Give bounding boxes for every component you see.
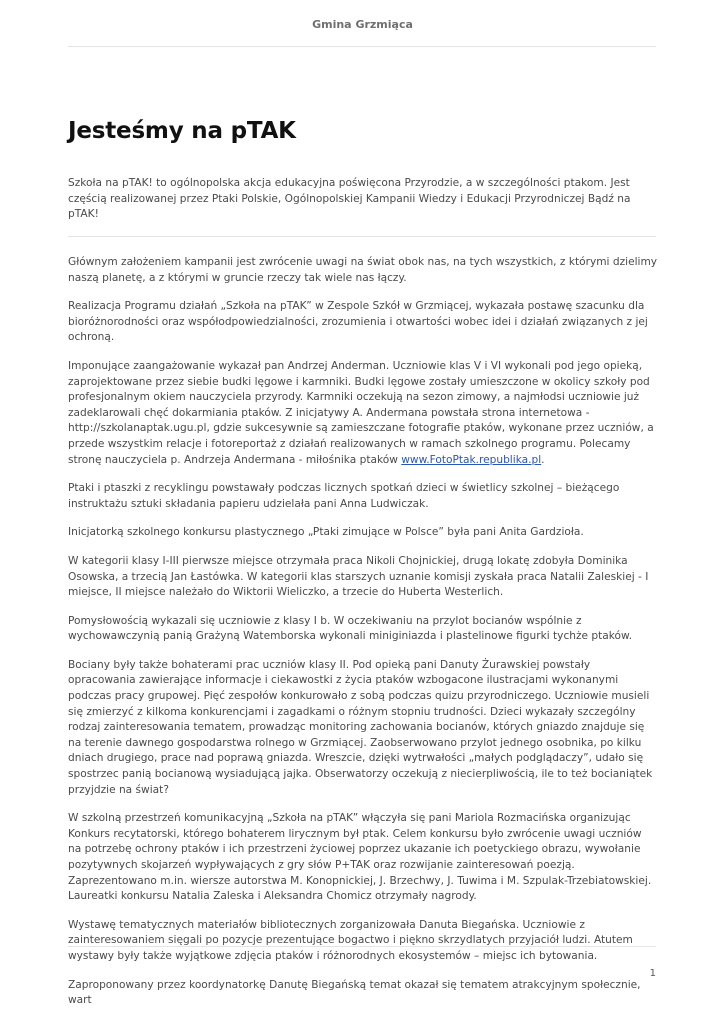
header-divider <box>68 46 656 47</box>
article-title: Jesteśmy na pTAK <box>68 118 296 144</box>
intro-divider <box>68 236 656 237</box>
paragraph: Realizacja Programu działań „Szkoła na pTAK” w Zespole Szkół w Grzmiącej, wykazała postawę szacunku dla bioróżnorodności oraz współodpowiedzialności, zrozumienia i otwartości wobec idei i działań związanych z jej ochroną. <box>68 300 648 344</box>
paragraph: Inicjatorką szkolnego konkursu plastycznego „Ptaki zimujące w Polsce” była pani Anita Gardzioła. <box>68 526 584 539</box>
paragraph: Zaproponowany przez koordynatorkę Danutę Biegańską temat okazał się tematem atrakcyjnym społecznie, wart <box>68 978 641 1007</box>
footer-divider <box>68 946 656 947</box>
paragraph: W kategorii klasy I-III pierwsze miejsce otrzymała praca Nikoli Chojnickiej, drugą lokatę zdobyła Dominika Osowska, a trzecią Jan Łastówka. W kategorii klas starszych uznanie komisji zyskała praca Natalii Zaleskiej - I miejsce, II miejsce należało do Wiktorii Wieliczko, a trzecie do Huberta Westerlich. <box>68 554 649 599</box>
paragraph <box>68 359 658 468</box>
paragraph: Pomysłowością wykazali się uczniowie z klasy I b. W oczekiwaniu na przylot bocianów wspólnie z wychowawczynią panią Grażyną Watemborska wykonali miniginiazda i plastelinowe figurki tychże ptaków. <box>68 614 633 643</box>
article-intro: Szkoła na pTAK! to ogólnopolska akcja edukacyjna poświęcona Przyrodzie, a w szczególności ptakom. Jest częścią realizowanej przez Ptaki Polskie, Ogólnopolskiej Kampanii Wiedzy i Edukacji Przyrodniczej Bądź na pTAK! <box>68 177 631 221</box>
fotoptak-link[interactable]: www.FotoPtak.republika.pl <box>401 453 542 466</box>
paragraph: Głównym założeniem kampanii jest zwrócenie uwagi na świat obok nas, na tych wszystkich, z którymi dzielimy naszą planetę, a z którymi w gruncie rzeczy tak wiele nas łączy. <box>68 256 658 284</box>
site-name-header: Gmina Grzmiąca <box>312 18 413 31</box>
paragraph: W szkolną przestrzeń komunikacyjną „Szkoła na pTAK” włączyła się pani Mariola Rozmacińska organizując Konkurs recytatorski, którego bohaterem lirycznym był ptak. Celem konkursu było zwrócenie uwagi uczniów na potrzebę ochrony ptaków i ich przestrzeni życiowej poprzez ukazanie ich poetyckiego obrazu, wywołanie pozytywnych skojarzeń wypływających z gry słów P+TAK oraz rozwijanie zainteresowań poezją. Zaprezentowano m.in. wiersze autorstwa M. Konopnickiej, J. Brzechwy, J. Tuwima i M. Szpulak-Trzebiatowskiej. Laureatki konkursu Natalia Zaleska i Aleksandra Chomicz otrzymały nagrody. <box>68 812 652 903</box>
paragraph: Ptaki i ptaszki z recyklingu powstawały podczas licznych spotkań dzieci w świetlicy szkolnej – bieżącego instruktażu sztuki składania papieru udzielała pani Anna Ludwiczak. <box>68 482 620 510</box>
page-number: 1 <box>649 968 656 979</box>
paragraph-end: . <box>541 453 545 466</box>
paragraph-text: Imponujące zaangażowanie wykazał pan Andrzej Anderman. Uczniowie klas V i VI wykonali pod jego opieką, zaprojektowane przez siebie budki lęgowe i karmniki. Budki lęgowe zostały umieszczone w okolicy szkoły pod profesjonalnym okiem nauczyciela przyrody. Karmniki oczekują na sezon zimowy, a najmłodsi uczniowie już zadeklarowali chęć dokarmiania ptaków. Z inicjatywy A. Andermana powstała strona internetowa - http://szkolanaptak.ugu.pl, gdzie sukcesywnie są zamieszczane fotografie ptaków, wykonane przez uczniów, a przede wszystkim relacje i fotoreportaż z działań realizowanych w ramach szkolnego programu. Polecamy stronę nauczyciela p. Andrzeja Andermana - miłośnika ptaków <box>68 359 654 466</box>
article-body <box>68 255 658 1022</box>
paragraph: Wystawę tematycznych materiałów bibliotecznych zorganizowała Danuta Biegańska. Uczniowie z zainteresowaniem sięgali po pozycje prezentujące bogactwo i piękno skrzydlatych przyjaciół ludzi. Atutem wystawy były także wyjątkowe zdjęcia ptaków i różnorodnych ekosystemów – miejsc ich bytowania. <box>68 918 633 962</box>
paragraph: Bociany były także bohaterami prac uczniów klasy II. Pod opieką pani Danuty Żurawskiej powstały opracowania zawierające informacje i ciekawostki z życia ptaków wzbogacone ilustracjami wykonanymi podczas pracy grupowej. Pięć zespołów konkurowało z sobą podczas quizu przyrodniczego. Uczniowie musieli się zmierzyć z kilkoma konkurencjami i zagadkami o różnym stopniu trudności. Dzieci wykazały szczególny rodzaj zainteresowania tematem, prowadząc monitoring zachowania bocianów, których gniazdo znajduje się na terenie dawnego gospodarstwa rolnego w Grzmiącej. Zaobserwowano przylot jednego osobnika, po kilku dniach drugiego, prace nad poprawą gniazda. Wreszcie, dzięki wytrwałości „małych podglądaczy”, udało się spostrzec panią bocianową wysiadującą jajka. Obserwatorzy oczekują z niecierpliwością, ile to też bocianiątek przyjdzie na świat? <box>68 658 653 796</box>
